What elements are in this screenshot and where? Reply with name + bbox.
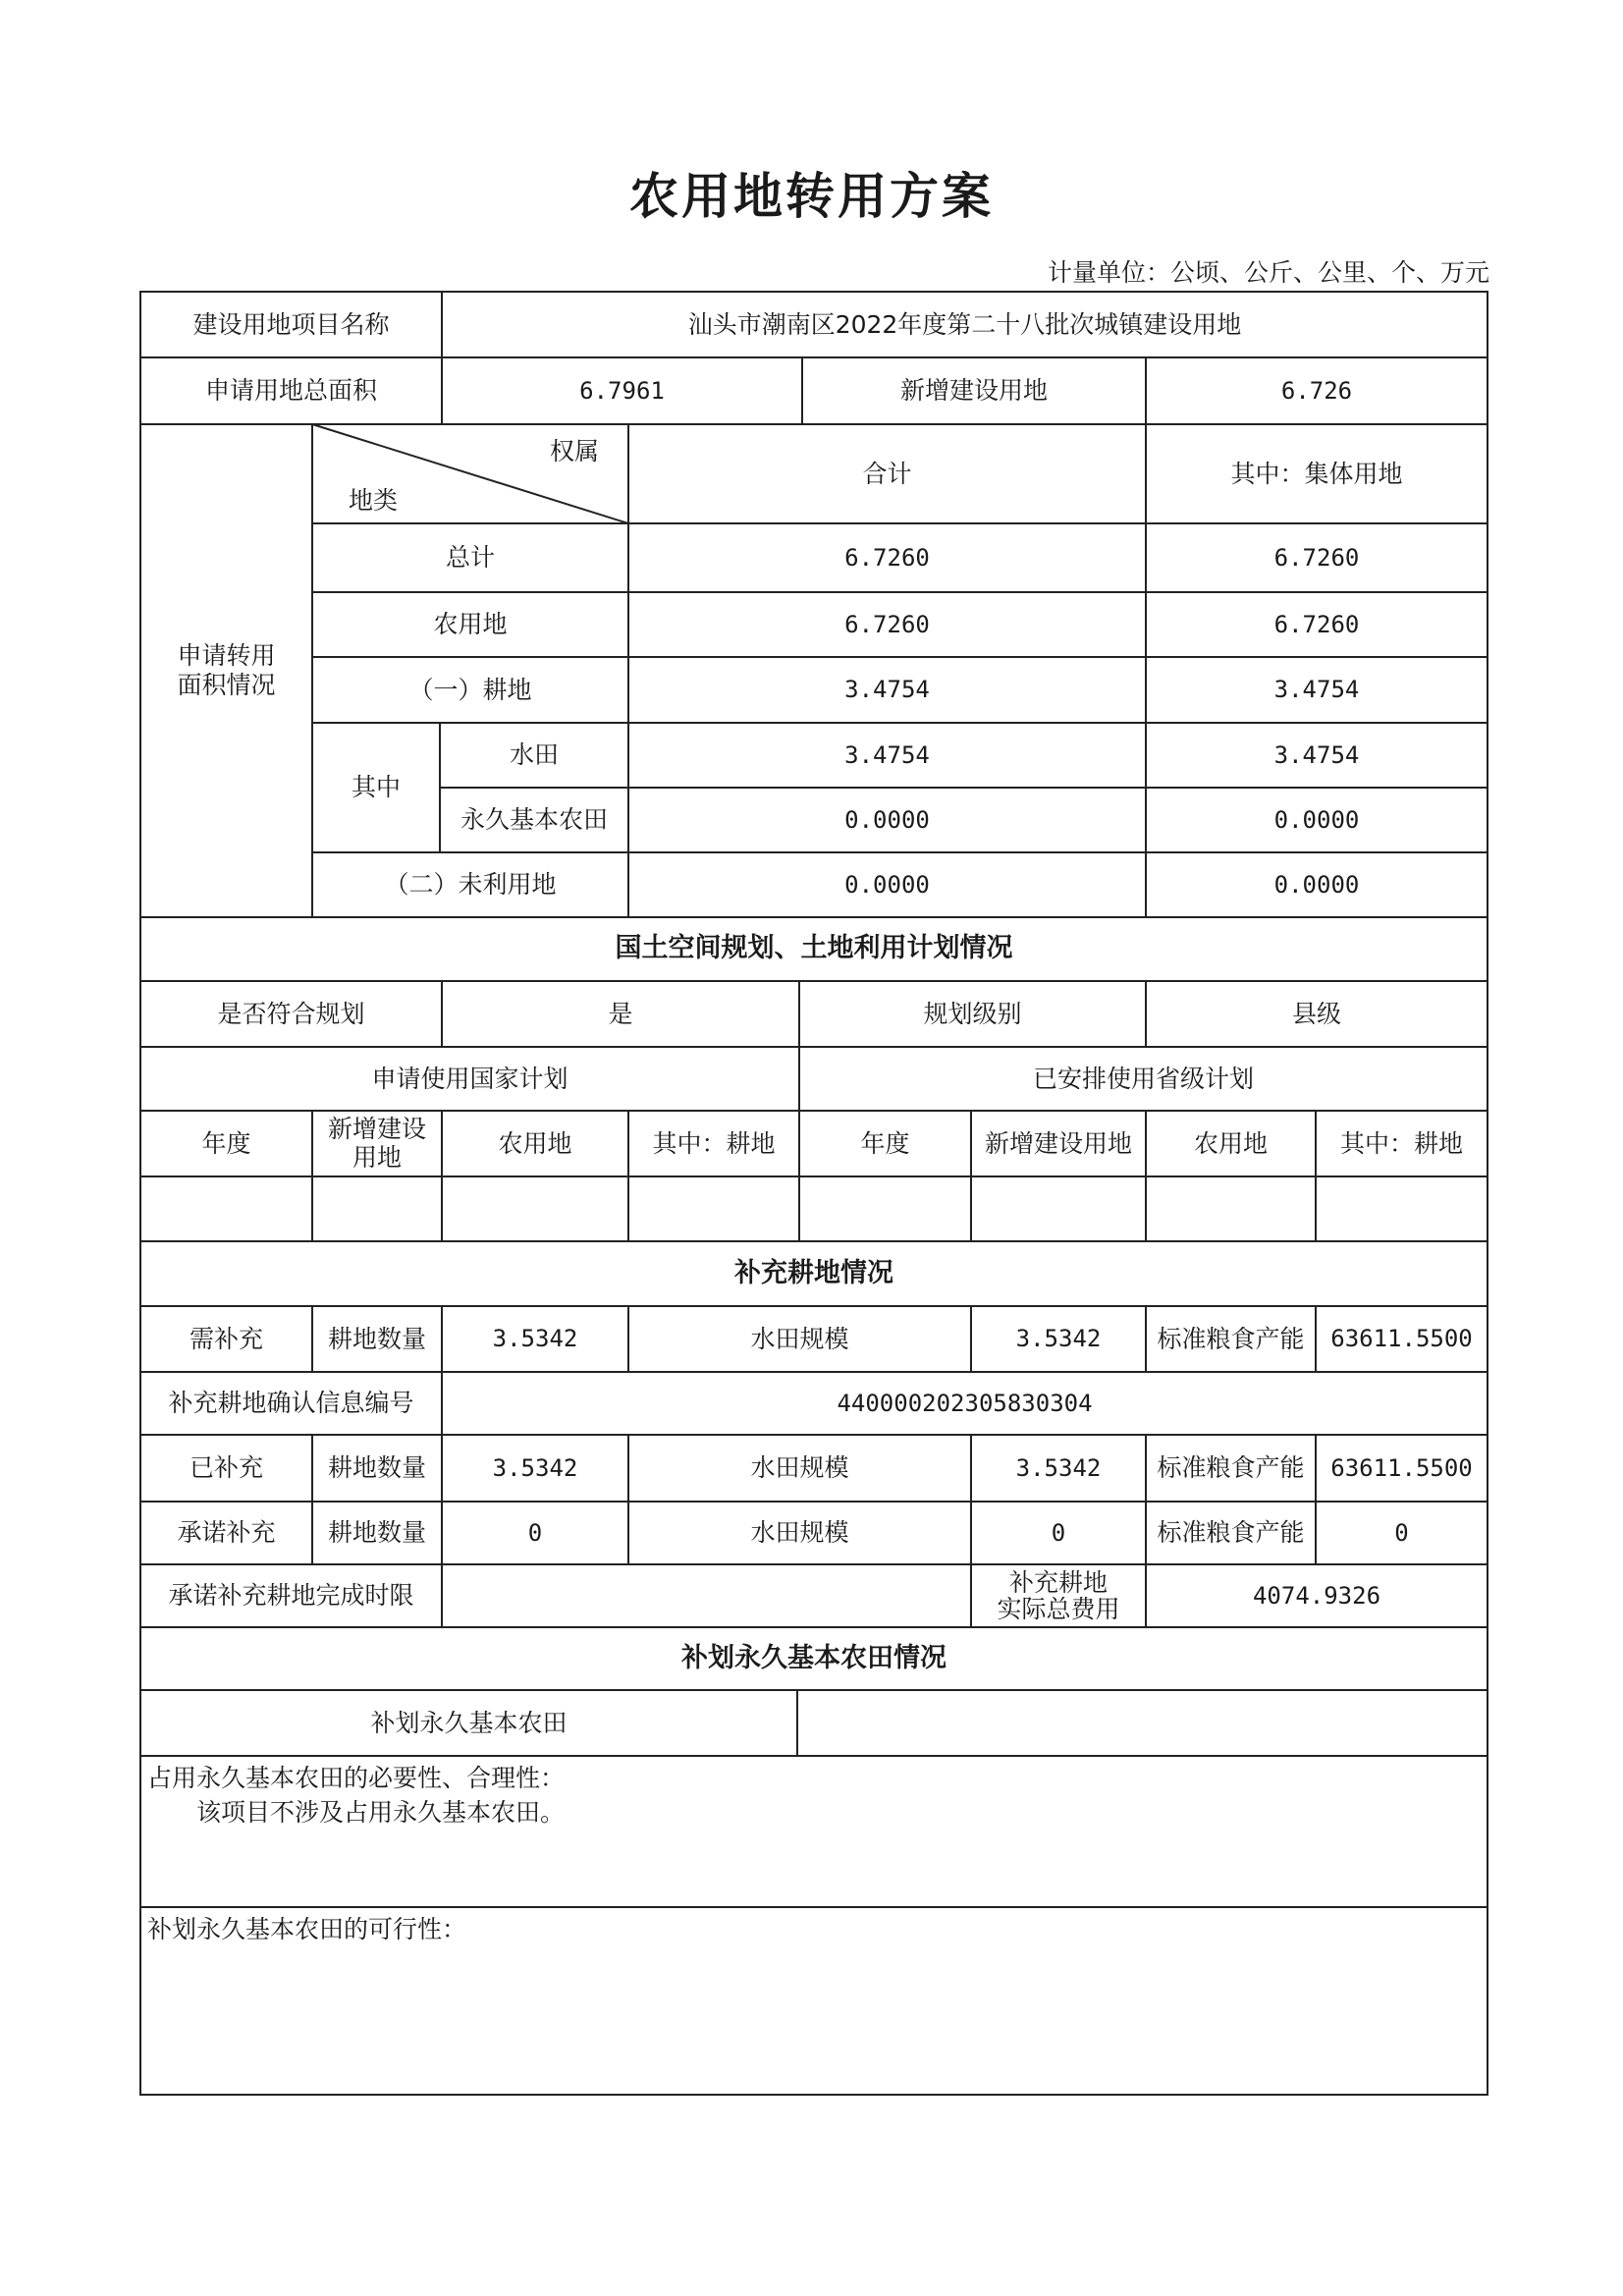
row-paddy-collective: 3.4754	[1273, 740, 1360, 769]
cost-label: 补充耕地 实际总费用	[997, 1567, 1120, 1623]
feasibility-label: 补划永久基本农田的可行性：	[147, 1915, 467, 1943]
done-qty-value: 3.5342	[492, 1453, 578, 1482]
total-area-label: 申请用地总面积	[204, 376, 377, 405]
need-paddy-label: 水田规模	[750, 1324, 849, 1353]
sub-label-among: 其中	[351, 773, 401, 801]
plan-col-cultivated: 其中：耕地	[652, 1128, 776, 1158]
promise-grain-label: 标准粮食产能	[1157, 1518, 1305, 1547]
header-owner: 权属	[549, 437, 599, 465]
done-paddy-value: 3.5342	[1015, 1453, 1102, 1482]
row-label-farmland: 农用地	[433, 610, 508, 638]
planning-heading: 国土空间规划、土地利用计划情况	[615, 933, 1013, 964]
row-farmland-collective: 6.7260	[1273, 610, 1360, 638]
total-area-value: 6.7961	[579, 376, 665, 405]
header-land-type: 地类	[348, 486, 398, 515]
promise-qty-value: 0	[527, 1518, 543, 1547]
conversion-section-label: 申请转用 面积情况	[177, 641, 276, 699]
promise-label: 承诺补充	[177, 1518, 276, 1547]
necessity-text: 该项目不涉及占用永久基本农田。	[196, 1798, 566, 1827]
confirm-label: 补充耕地确认信息编号	[168, 1389, 414, 1417]
row-label-basic-farmland: 永久基本农田	[460, 805, 608, 834]
plan-col-farmland: 农用地	[498, 1128, 572, 1158]
row-cultivated-collective: 3.4754	[1273, 676, 1360, 704]
done-qty-label: 耕地数量	[327, 1453, 426, 1482]
need-qty-value: 3.5342	[492, 1325, 578, 1353]
document-title: 农用地转用方案	[629, 168, 994, 225]
done-paddy-label: 水田规模	[750, 1453, 849, 1482]
basic-farmland-label: 补划永久基本农田	[370, 1708, 568, 1737]
row-label-paddy: 水田	[509, 740, 559, 769]
row-label-total: 总计	[445, 543, 495, 572]
project-name-value: 汕头市潮南区2022年度第二十八批次城镇建设用地	[687, 309, 1242, 339]
basic-farmland-heading: 补划永久基本农田情况	[681, 1642, 947, 1673]
done-grain-label: 标准粮食产能	[1157, 1453, 1305, 1482]
unit-note: 计量单位：公顷、公斤、公里、个、万元	[1047, 258, 1489, 287]
col-total: 合计	[862, 459, 912, 488]
national-plan-label: 申请使用国家计划	[371, 1064, 568, 1093]
supplement-heading: 补充耕地情况	[734, 1257, 893, 1288]
row-farmland-total: 6.7260	[844, 610, 930, 638]
conform-value: 是	[608, 999, 633, 1028]
confirm-value: 440000202305830304	[837, 1389, 1093, 1417]
row-basic-farmland-total: 0.0000	[844, 805, 930, 834]
provincial-plan-label: 已安排使用省级计划	[1032, 1064, 1254, 1093]
row-label-cultivated: （一）耕地	[408, 675, 532, 704]
plan-col-year-2: 年度	[860, 1128, 910, 1158]
row-cultivated-total: 3.4754	[844, 676, 930, 704]
row-paddy-total: 3.4754	[844, 740, 930, 769]
done-label: 已补充	[189, 1453, 263, 1482]
done-grain-value: 63611.5500	[1330, 1453, 1473, 1482]
cost-value: 4074.9326	[1252, 1581, 1381, 1610]
need-grain-label: 标准粮食产能	[1157, 1324, 1305, 1353]
row-label-unused: （二）未利用地	[384, 870, 557, 899]
new-construction-value: 6.726	[1280, 376, 1353, 405]
plan-col-new-construction-2: 新增建设用地	[984, 1128, 1132, 1158]
new-construction-label: 新增建设用地	[899, 376, 1048, 405]
promise-paddy-value: 0	[1051, 1518, 1066, 1547]
project-name-label: 建设用地项目名称	[192, 309, 390, 339]
level-value: 县级	[1291, 999, 1341, 1028]
plan-col-cultivated-2: 其中：耕地	[1339, 1128, 1463, 1158]
row-unused-total: 0.0000	[844, 870, 930, 899]
row-total-collective: 6.7260	[1273, 543, 1360, 572]
promise-paddy-label: 水田规模	[750, 1518, 849, 1547]
need-qty-label: 耕地数量	[327, 1324, 426, 1353]
promise-qty-label: 耕地数量	[327, 1518, 426, 1547]
need-label: 需补充	[189, 1324, 263, 1353]
promise-grain-value: 0	[1394, 1518, 1409, 1547]
plan-col-new-construction: 新增建设 用地	[327, 1114, 426, 1172]
need-grain-value: 63611.5500	[1330, 1325, 1473, 1353]
deadline-label: 承诺补充耕地完成时限	[168, 1581, 414, 1610]
conform-label: 是否符合规划	[217, 999, 365, 1028]
row-unused-collective: 0.0000	[1273, 870, 1360, 899]
plan-col-year: 年度	[201, 1128, 251, 1158]
plan-col-farmland-2: 农用地	[1193, 1128, 1268, 1158]
level-label: 规划级别	[923, 999, 1022, 1028]
row-basic-farmland-collective: 0.0000	[1273, 805, 1360, 834]
need-paddy-value: 3.5342	[1015, 1325, 1102, 1353]
necessity-label: 占用永久基本农田的必要性、合理性：	[147, 1764, 566, 1792]
row-total-total: 6.7260	[844, 543, 930, 572]
col-collective: 其中：集体用地	[1230, 459, 1403, 488]
